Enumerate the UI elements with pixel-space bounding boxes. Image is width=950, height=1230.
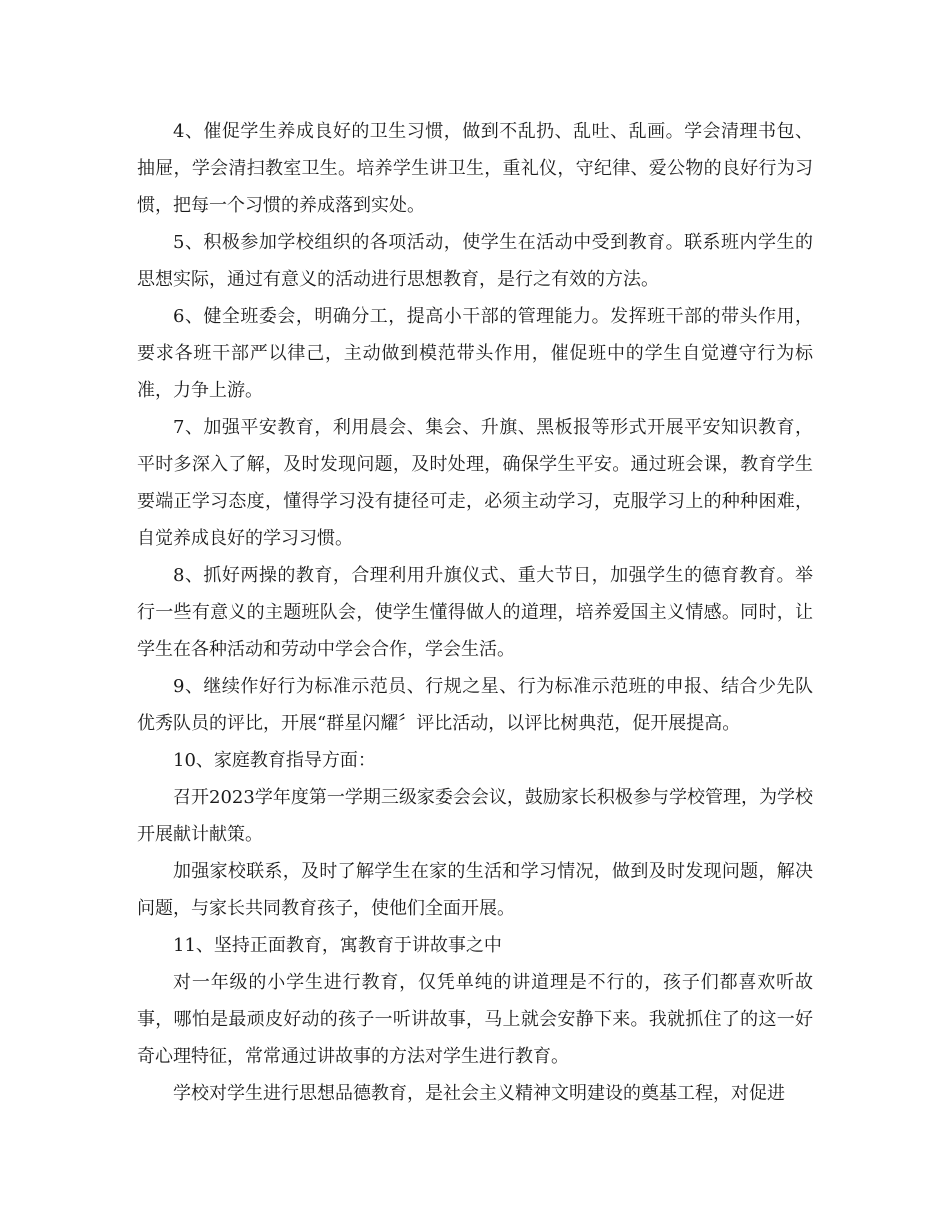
paragraph-family-education-heading: 10、家庭教育指导方面： <box>173 750 376 771</box>
paragraph-storytelling: 对一年级的小学生进行教育，仅凭单纯的讲道理是不行的，孩子们都喜欢听故事，哪怕是最顽皮好动的孩子一听讲故事，马上就会安静下来。我就抓住了的这一好奇心理特征，常常通过讲故事的方法对学生进行教育。 <box>137 972 813 1067</box>
paragraph-moral-education: 8、抓好两操的教育，合理利用升旗仪式、重大节日，加强学生的德育教育。举行一些有意义的主题班队会，使学生懂得做人的道理，培养爱国主义情感。同时，让学生在各种活动和劳动中学会合作，学会生活。 <box>137 565 813 660</box>
paragraph-model-selection: 9、继续作好行为标准示范员、行规之星、行为标准示范班的申报、结合少先队优秀队员的评比，开展“群星闪耀〞评比活动，以评比树典范，促开展提高。 <box>137 676 813 734</box>
paragraph-home-school-contact: 加强家校联系，及时了解学生在家的生活和学习情况，做到及时发现问题，解决问题，与家长共同教育孩子，使他们全面开展。 <box>137 861 813 919</box>
paragraph-parent-committee: 召开2023学年度第一学期三级家委会会议，鼓励家长积极参与学校管理，为学校开展献计献策。 <box>137 787 813 845</box>
paragraph-school-activities: 5、积极参加学校组织的各项活动，使学生在活动中受到教育。联系班内学生的思想实际，通过有意义的活动进行思想教育，是行之有效的方法。 <box>137 232 813 290</box>
paragraph-class-committee: 6、健全班委会，明确分工，提高小干部的管理能力。发挥班干部的带头作用，要求各班干部严以律己，主动做到模范带头作用，催促班中的学生自觉遵守行为标准，力争上游。 <box>137 306 813 401</box>
paragraph-hygiene-habits: 4、催促学生养成良好的卫生习惯，做到不乱扔、乱吐、乱画。学会清理书包、抽屉，学会清扫教室卫生。培养学生讲卫生，重礼仪，守纪律、爱公物的良好行为习惯，把每一个习惯的养成落到实处。 <box>137 121 813 216</box>
paragraph-moral-character: 学校对学生进行思想品德教育，是社会主义精神文明建设的奠基工程，对促进 <box>173 1083 785 1104</box>
paragraph-positive-education-heading: 11、坚持正面教育，寓教育于讲故事之中 <box>173 935 502 956</box>
document-body <box>137 113 813 1112</box>
paragraph-safety-education: 7、加强平安教育，利用晨会、集会、升旗、黑板报等形式开展平安知识教育，平时多深入了解，及时发现问题，及时处理，确保学生平安。通过班会课，教育学生要端正学习态度，懂得学习没有捷径可走，必须主动学习，克服学习上的种种困难，自觉养成良好的学习习惯。 <box>137 417 813 549</box>
